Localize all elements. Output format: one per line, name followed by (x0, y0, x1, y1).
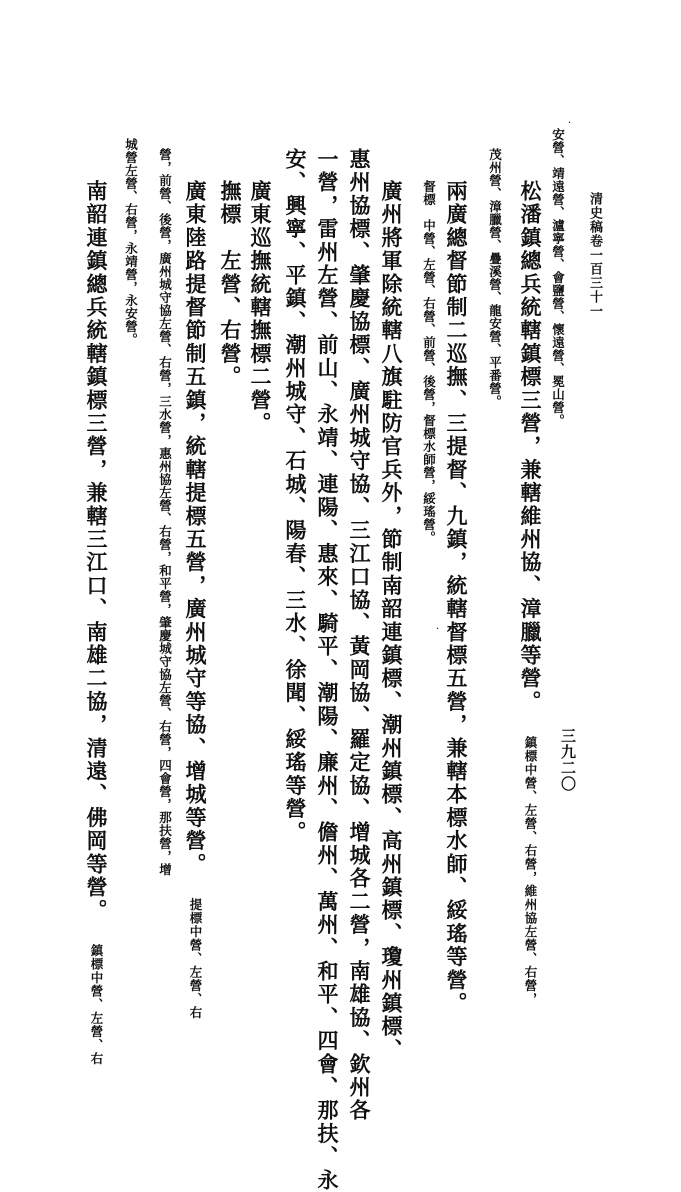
margin-tick-2: · (436, 624, 440, 635)
text-column-5: 督標 中營、左營、右營、前營、後營，督標水師營，綏瑤營。 (421, 180, 437, 544)
running-title: 清史稿卷一百三十一 (587, 192, 602, 318)
column-11-label: 撫標 左營、右營。 (218, 180, 243, 389)
text-column-6: 廣州將軍除統轄八旗駐防官兵外，節制南韶連鎮標、潮州鎮標、高州鎮標、瓊州鎮標、 (379, 180, 404, 1062)
margin-tick: · (568, 118, 572, 129)
column-2-annotation: 鎮標中營、左營、右營，維州協左營、右營， (523, 735, 538, 1006)
text-column-14: 城營左營、右營，永靖營，永安營。 (123, 138, 139, 346)
text-column-8: 一營，雷州左營、前山、永靖、連陽、惠來、騎平、潮陽、廉州、儋州、萬州、和平、四會、那扶、永 (315, 148, 340, 1192)
text-column-7: 惠州協標、肇慶協標、廣州城守協、三江口協、黃岡協、羅定協、增城各二營，南雄協、欽州各 (347, 148, 372, 1123)
text-column-11 (220, 180, 241, 389)
text-column-4: 兩廣總督節制二巡撫、三提督、九鎮，統轄督標五營，兼轄本標水師、綏瑤等營。 (444, 180, 469, 1016)
page-number: 三九二〇 (559, 728, 577, 792)
column-15-annotation: 鎮標中營、左營、右 (89, 944, 104, 1066)
text-column-15 (86, 180, 107, 1066)
column-15-main-text: 南韶連鎮總兵統轄鎮標三營，兼轄三江口、南雄二協，清遠、佛岡等營。 (84, 180, 109, 923)
text-column-12 (185, 180, 206, 1020)
text-column-10: 廣東巡撫統轄撫標二營。 (248, 180, 273, 436)
column-12-main-text: 廣東陸路提督節制五鎮，統轄提標五營，廣州城守等協、增城等營。 (183, 180, 208, 876)
column-2-main-text: 松潘鎮總兵統轄鎮標三營，兼轄維州協、漳臘等營。 (518, 180, 543, 714)
column-12-annotation: 提標中營、左營、右 (188, 898, 203, 1020)
text-column-3: 茂州營、漳臘營、疊溪營、龍安營、平番營。 (487, 148, 503, 408)
text-column-1: 安營、靖遠營、瀘寧營、會鹽營、懷遠營、冕山營。 (550, 128, 566, 427)
text-column-13: 營，前營、後營，廣州城守協左營、右營，三水營，惠州協左營、右營，和平營，肇慶城守協左營、右營，四會營，那扶營，增 (157, 148, 173, 876)
text-column-2 (520, 180, 541, 1006)
text-column-9: 安、興寧、平鎮、潮州城守、石城、陽春、三水、徐聞、綏瑤等營。 (283, 148, 308, 844)
